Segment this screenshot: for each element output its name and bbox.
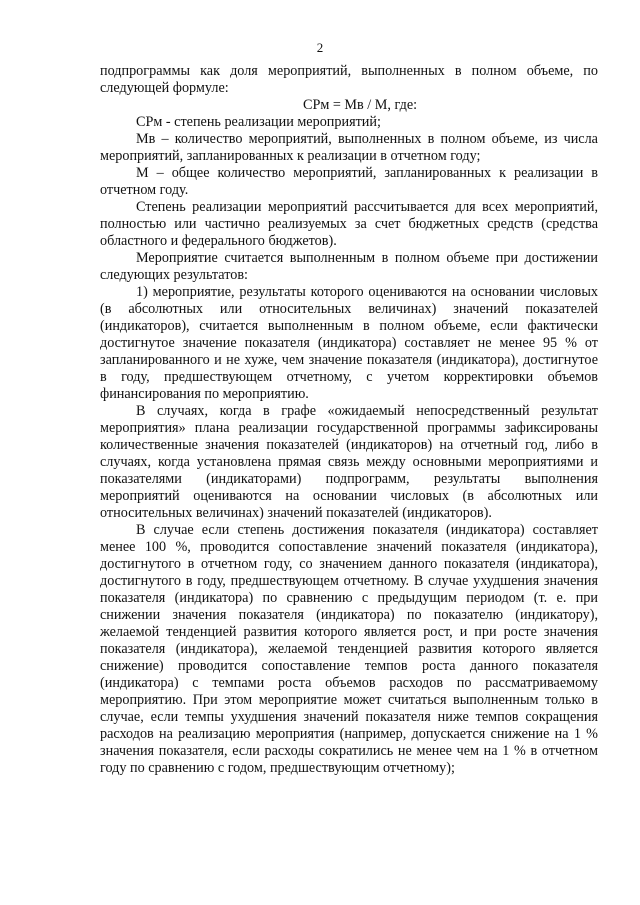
body-paragraph: В случае если степень достижения показателя (индикатора) составляет менее 100 %, проводится сопоставление значений показателя (индикатора), достигнутого в отчетном году, со значением данного показателя (индикатора), достигнутого в году, предшествующем отчетному. В случае ухудшения значения показателя (индикатора) по сравнению с предыдущим периодом (т. е. при снижении значения показателя (индикатора) по показателю (индикатору), желаемой тенденцией развития которого является рост, и при росте значения показателя (индикатора), желаемой тенденцией развития которого является снижение) проводится сопоставление темпов роста данного показателя (индикатора) с темпами роста объемов расходов по рассматриваемому мероприятию. При этом мероприятие может считаться выполненным только в случае, если темпы ухудшения значений показателя ниже темпов сокращения расходов на реализацию мероприятия (например, допускается снижение на 1 % значения показателя, если расходы сократились не менее чем на 1 % в отчетном году по сравнению с годом, предшествующим отчетному); <box>100 522 598 776</box>
body-paragraph: Мероприятие считается выполненным в полном объеме при достижении следующих результатов: <box>100 250 598 283</box>
page-number: 2 <box>316 40 324 55</box>
body-paragraph: 1) мероприятие, результаты которого оцениваются на основании числовых (в абсолютных или относительных величинах) значений показателей (индикаторов), считается выполненным в полном объеме, если фактически достигнутое значение показателя (индикатора) составляет не менее 95 % от запланированного и не хуже, чем значение показателя (индикатора), достигнутое в году, предшествующем отчетному, с учетом корректировки объемов финансирования по мероприятию. <box>100 284 598 402</box>
intro-paragraph: подпрограммы как доля мероприятий, выполненных в полном объеме, по следующей формуле: <box>100 63 598 96</box>
body-paragraph: Степень реализации мероприятий рассчитывается для всех мероприятий, полностью или частично реализуемых за счет бюджетных средств (средства областного и федерального бюджетов). <box>100 199 598 249</box>
body-paragraph: В случаях, когда в графе «ожидаемый непосредственный результат мероприятия» плана реализации государственной программы зафиксированы количественные значения показателей (индикаторов) на отчетный год, либо в случаях, когда установлена прямая связь между основными мероприятиями и показателями (индикаторами) подпрограмм, результаты выполнения мероприятий оцениваются на основании числовых (в абсолютных или относительных величинах) значений показателей (индикаторов). <box>100 403 598 521</box>
document-body <box>100 63 598 777</box>
formula: СРм = Мв / М, где: <box>303 97 418 113</box>
definition-paragraph: СРм - степень реализации мероприятий; <box>136 114 381 130</box>
definition-paragraph: Мв – количество мероприятий, выполненных в полном объеме, из числа мероприятий, запланированных к реализации в отчетном году; <box>100 131 598 164</box>
definition-paragraph: М – общее количество мероприятий, запланированных к реализации в отчетном году. <box>100 165 598 198</box>
